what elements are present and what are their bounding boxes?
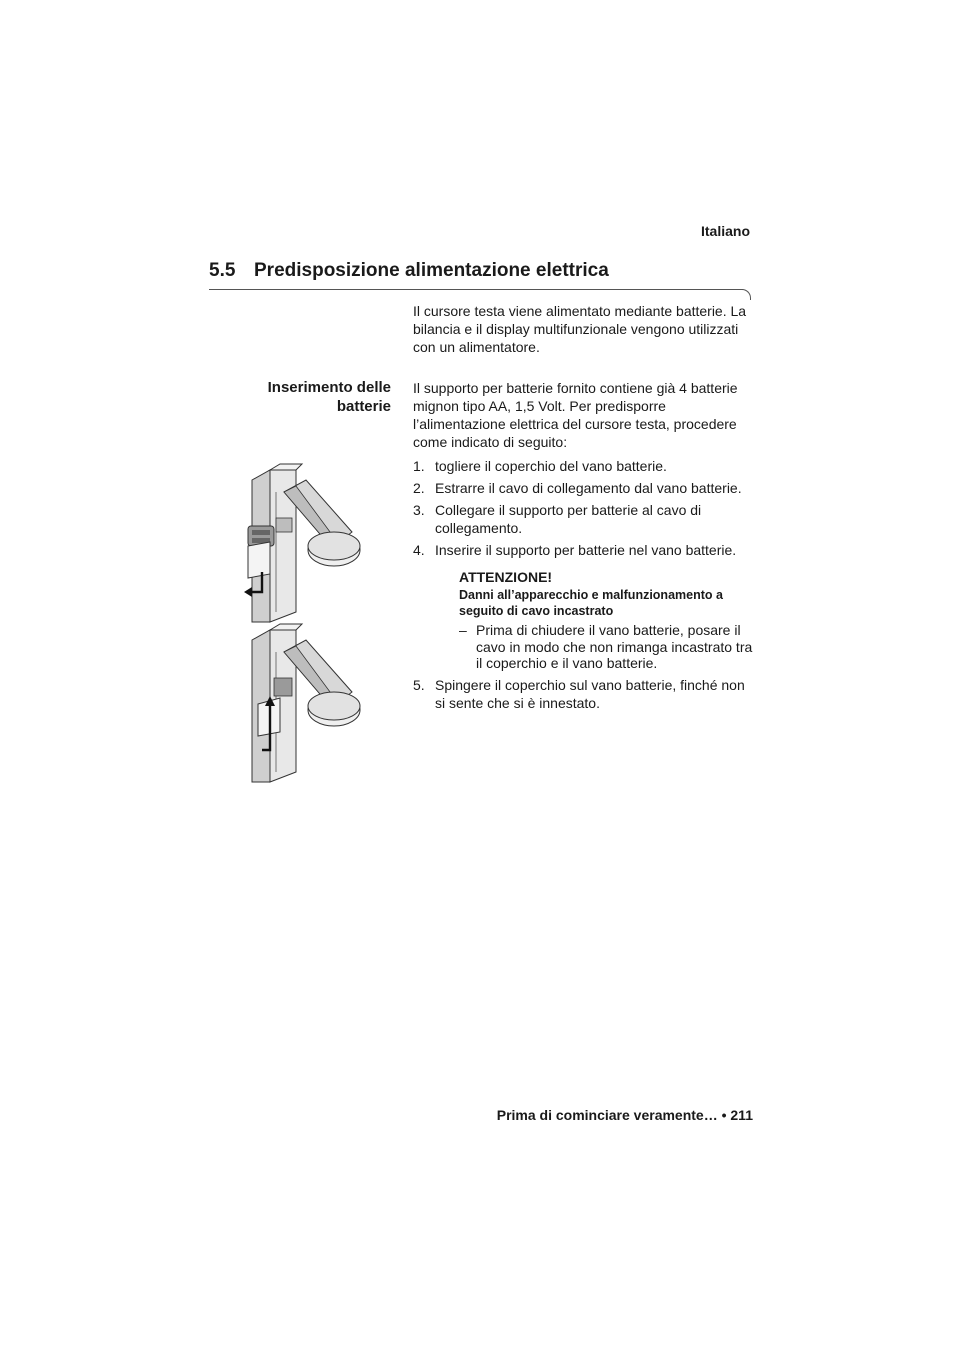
step-text: togliere il coperchio del vano batterie.	[435, 458, 667, 474]
attention-subtitle: Danni all’apparecchio e malfunzionamento a seguito di cavo incastrato	[459, 588, 723, 618]
attention-dash: –	[459, 622, 467, 638]
step-5	[413, 676, 758, 714]
attention-item: Prima di chiudere il vano batterie, posare il cavo in modo che non rimanga incastrato tra il coperchio e il vano batterie.	[476, 622, 753, 671]
step-text: Spingere il coperchio sul vano batterie, finché non si sente che si è innestato.	[435, 677, 745, 711]
step-3	[413, 501, 758, 539]
section-rule-corner	[741, 289, 751, 300]
section-rule	[209, 289, 743, 290]
step-2	[413, 479, 758, 499]
subsection-title: Inserimento delle batterie	[267, 379, 391, 415]
attention-title: ATTENZIONE!	[459, 569, 553, 585]
step-number: 1.	[413, 458, 425, 474]
page-footer: Prima di cominciare veramente… • 211	[496, 1107, 753, 1123]
step-number: 3.	[413, 502, 425, 518]
section-number: 5.5	[209, 260, 236, 281]
battery-removal-illustration	[240, 462, 365, 627]
step-number: 5.	[413, 677, 425, 693]
step-4	[413, 541, 758, 561]
battery-insertion-illustration	[240, 622, 365, 787]
step-text: Collegare il supporto per batterie al cavo di collegamento.	[435, 502, 702, 536]
section-title: Predisposizione alimentazione elettrica	[254, 260, 609, 281]
step-text: Estrarre il cavo di collegamento dal vano batterie.	[435, 480, 742, 496]
intro-paragraph: Il cursore testa viene alimentato mediante batterie. La bilancia e il display multifunzionale vengono utilizzati con un alimentatore.	[413, 303, 747, 355]
step-number: 4.	[413, 542, 425, 558]
step-1	[413, 457, 758, 477]
language-label: Italiano	[700, 223, 750, 239]
battery-paragraph: Il supporto per batterie fornito contiene già 4 batterie mignon tipo AA, 1,5 Volt. Per predisporre l’alimentazione elettrica del cursore testa, procedere come indicato di seguito:	[413, 380, 738, 450]
step-number: 2.	[413, 480, 425, 496]
step-text: Inserire il supporto per batterie nel vano batterie.	[435, 542, 737, 558]
